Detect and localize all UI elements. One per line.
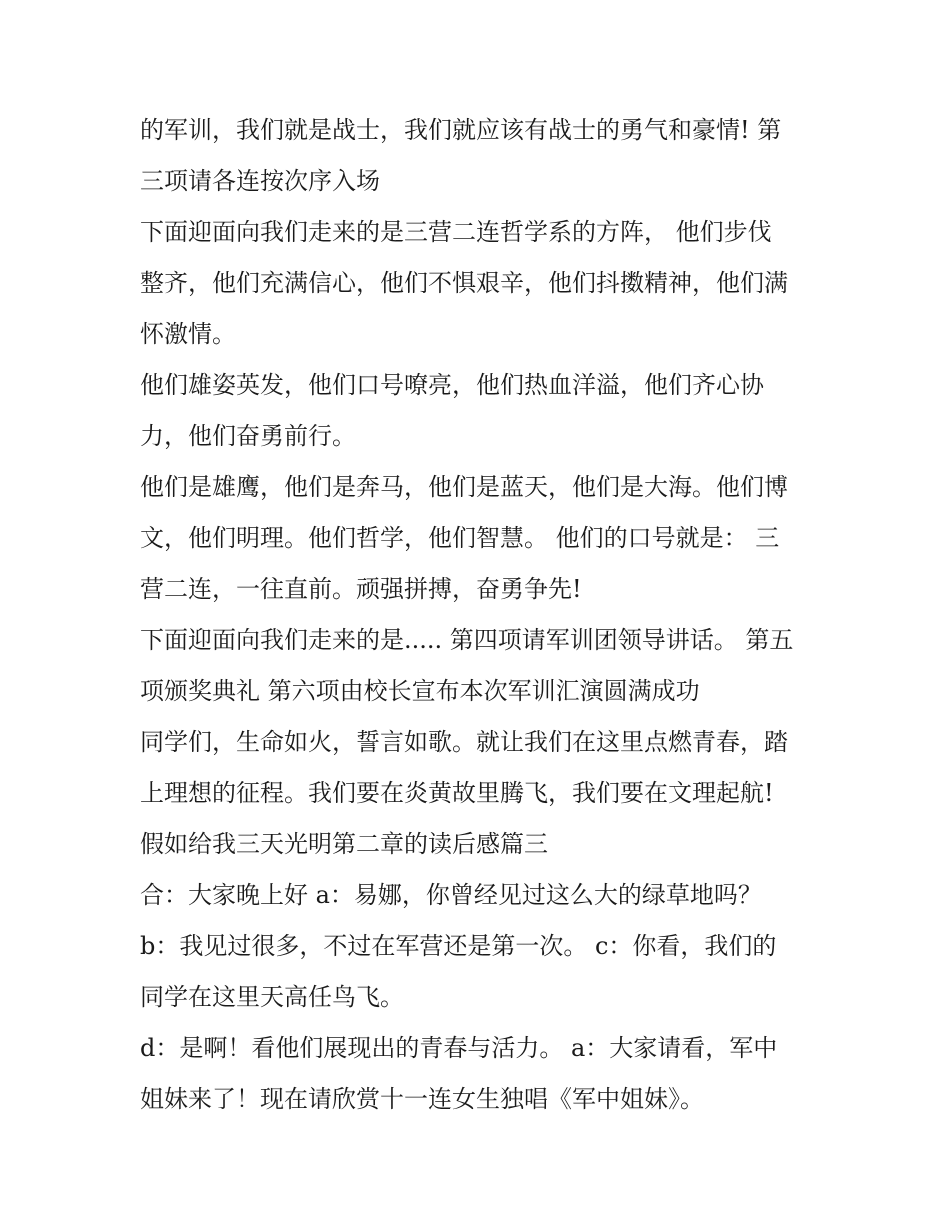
text-line: d：是啊！看他们展现出的青春与活力。 a：大家请看，军中 bbox=[140, 1034, 778, 1062]
text-line: 营二连，一往直前。顽强拼搏，奋勇争先! bbox=[140, 575, 582, 603]
text-line: 上理想的征程。我们要在炎黄故里腾飞，我们要在文理起航! bbox=[140, 779, 774, 807]
text-line: 整齐，他们充满信心，他们不惧艰辛，他们抖擞精神，他们满 bbox=[140, 269, 788, 297]
text-line: 下面迎面向我们走来的是三营二连哲学系的方阵， 他们步伐 bbox=[140, 218, 772, 246]
text-line: 姐妹来了！现在请欣赏十一连女生独唱《军中姐妹》。 bbox=[140, 1085, 704, 1113]
text-line: 同学们，生命如火，誓言如歌。就让我们在这里点燃青春，踏 bbox=[140, 728, 788, 756]
text-line: 项颁奖典礼 第六项由校长宣布本次军训汇演圆满成功 bbox=[140, 677, 700, 705]
text-line: 下面迎面向我们走来的是..... 第四项请军训团领导讲话。 第五 bbox=[140, 626, 794, 654]
text-line: 力，他们奋勇前行。 bbox=[140, 422, 356, 450]
text-line: 的军训，我们就是战士，我们就应该有战士的勇气和豪情! 第 bbox=[140, 116, 782, 144]
text-line: 同学在这里天高任鸟飞。 bbox=[140, 983, 404, 1011]
text-line: 文，他们明理。他们哲学，他们智慧。 他们的口号就是： 三 bbox=[140, 524, 780, 552]
text-line: 合：大家晚上好 a：易娜，你曾经见过这么大的绿草地吗？ bbox=[140, 881, 762, 909]
text-line: b：我见过很多，不过在军营还是第一次。 c：你看，我们的 bbox=[140, 932, 777, 960]
text-line: 他们雄姿英发，他们口号嘹亮，他们热血洋溢，他们齐心协 bbox=[140, 371, 764, 399]
section-heading: 假如给我三天光明第二章的读后感篇三 bbox=[140, 830, 548, 858]
text-line: 他们是雄鹰，他们是奔马，他们是蓝天，他们是大海。他们博 bbox=[140, 473, 788, 501]
text-line: 三项请各连按次序入场 bbox=[140, 167, 380, 195]
text-line: 怀激情。 bbox=[140, 320, 236, 348]
document-body bbox=[140, 105, 820, 1125]
